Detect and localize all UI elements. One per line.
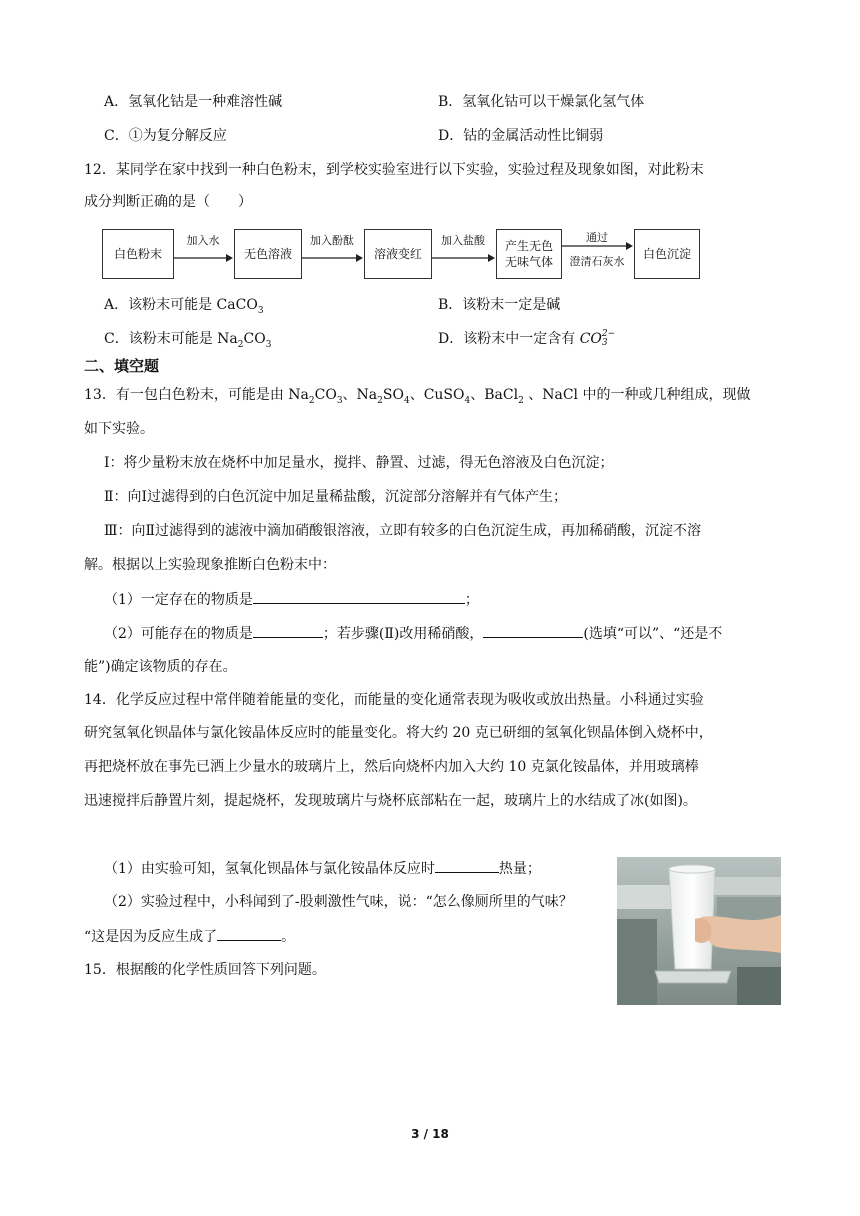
flow-box-gas-line2: 无味气体 xyxy=(504,255,553,269)
q12-option-d xyxy=(438,329,615,349)
subscript: 3 xyxy=(265,339,272,350)
q11-option-a: A．氢氧化钴是一种难溶性碱 xyxy=(104,94,283,110)
text: “这是因为反应生成了 xyxy=(84,929,218,945)
text: 热量； xyxy=(498,861,541,877)
subscript: 2 xyxy=(377,395,383,406)
text: CO xyxy=(314,387,337,403)
flow-arrow-label: 加入盐酸 xyxy=(441,234,485,247)
flow-box-gas-line1: 产生无色 xyxy=(504,239,553,253)
q14-part-2-cont xyxy=(84,926,295,947)
q14-part-2: （2）实验过程中，小科闻到了-股刺激性气味，说：“怎么像厕所里的气味？ xyxy=(104,894,573,910)
text: SO xyxy=(382,387,404,403)
q13-part-2-cont: 能”)确定该物质的存在。 xyxy=(84,659,237,675)
carbonate-ion: CO xyxy=(579,331,602,347)
flow-arrow-label: 加入水 xyxy=(186,234,220,247)
beaker-on-glass-image xyxy=(617,857,781,1005)
q12-option-c xyxy=(104,329,271,355)
subscript: 4 xyxy=(403,395,410,406)
q11-option-c: C．①为复分解反应 xyxy=(104,128,227,144)
ion-charge xyxy=(602,330,615,348)
beaker-photo xyxy=(617,857,781,1005)
flow-box-colorless-solution: 无色溶液 xyxy=(234,229,302,279)
arrow-right-icon xyxy=(430,253,496,263)
formula-part: CO xyxy=(243,331,266,347)
flow-box-solution-red: 溶液变红 xyxy=(364,229,432,279)
text: ； xyxy=(464,592,479,608)
flow-arrow-label: 加入酚酞 xyxy=(310,234,354,247)
answer-blank[interactable] xyxy=(217,926,281,941)
text: （1）由实验可知，氢氧化钡晶体与氯化铵晶体反应时 xyxy=(104,861,435,877)
q11-option-b: B．氢氧化钴可以干燥氯化氢气体 xyxy=(438,94,645,110)
q12-stem-line2: 成分判断正确的是（ ） xyxy=(84,194,252,210)
arrow-right-icon xyxy=(560,241,634,251)
q12-option-d-text: D．该粉末中一定含有 xyxy=(438,331,576,347)
page-number: 3 / 18 xyxy=(411,1127,449,1141)
flow-arrow-add-water xyxy=(172,235,234,259)
q12-stem-line1: 12．某同学在家中找到一种白色粉末，到学校实验室进行以下实验，实验过程及现象如图，对此粉末 xyxy=(84,162,704,178)
q13-step-3-cont: 解。根据以上实验现象推断白色粉末中： xyxy=(84,557,336,573)
subscript: 4 xyxy=(464,395,471,406)
q13-part-2 xyxy=(104,623,722,644)
q15-stem: 15．根据酸的化学性质回答下列问题。 xyxy=(84,962,326,978)
q12-option-b: B．该粉末一定是碱 xyxy=(438,297,561,313)
flow-arrow-add-hcl xyxy=(430,235,496,259)
text: ；若步骤(Ⅱ)改用稀硝酸， xyxy=(322,626,484,642)
q13-stem-line1 xyxy=(84,385,750,411)
flow-box-white-powder: 白色粉末 xyxy=(102,229,174,279)
subscript: 2 xyxy=(518,395,524,406)
arrow-right-icon xyxy=(172,253,234,263)
answer-blank[interactable] xyxy=(253,589,465,604)
q13-part-1 xyxy=(104,589,479,610)
q13-step-3: Ⅲ：向Ⅱ过滤得到的滤液中滴加硝酸银溶液，立即有较多的白色沉淀生成，再加稀硝酸，沉淀不溶 xyxy=(104,523,702,539)
q12-flow-diagram xyxy=(102,225,698,283)
text: 、CuSO xyxy=(409,387,465,403)
q13-stem-line2: 如下实验。 xyxy=(84,421,154,437)
text: （1）一定存在的物质是 xyxy=(104,592,253,608)
subscript: 3 xyxy=(336,395,343,406)
q13-step-1: Ⅰ：将少量粉末放在烧杯中加足量水，搅拌、静置、过滤，得无色溶液及白色沉淀； xyxy=(104,455,614,471)
subscript: 2 xyxy=(237,339,244,350)
flow-arrow-label-line1: 通过 xyxy=(586,231,608,244)
text: （2）可能存在的物质是 xyxy=(104,626,253,642)
q14-stem-line4: 迅速搅拌后静置片刻，提起烧杯，发现玻璃片与烧杯底部粘在一起，玻璃片上的水结成了冰(如图)。 xyxy=(84,793,697,809)
q13-step-2: Ⅱ：向Ⅰ过滤得到的白色沉淀中加足量稀盐酸，沉淀部分溶解并有气体产生； xyxy=(104,489,568,505)
text: 13．有一包白色粉末，可能是由 Na xyxy=(84,387,309,403)
flow-arrow-label-line2: 澄清石灰水 xyxy=(569,255,625,268)
flow-arrow-add-phenolphthalein xyxy=(300,235,364,259)
text: 、BaCl xyxy=(470,387,519,403)
text: (选填“可以”、“还是不 xyxy=(583,626,723,642)
flow-box-white-precipitate: 白色沉淀 xyxy=(634,229,700,279)
subscript: 3 xyxy=(257,305,264,316)
q14-stem-line1: 14．化学反应过程中常伴随着能量的变化，而能量的变化通常表现为吸收或放出热量。小科通过实验 xyxy=(84,692,704,708)
answer-blank[interactable] xyxy=(483,623,583,638)
q14-part-1 xyxy=(104,858,541,879)
q14-stem-line3: 再把烧杯放在事先已洒上少量水的玻璃片上，然后向烧杯内加入大约 10 克氯化铵晶体，并用玻璃棒 xyxy=(84,759,699,775)
text: 。 xyxy=(281,929,296,945)
arrow-right-icon xyxy=(300,253,364,263)
text: 、Na xyxy=(342,387,378,403)
q12-option-a-text: A．该粉末可能是 CaCO xyxy=(104,297,258,313)
section-title: 二、填空题 xyxy=(84,357,160,375)
q12-option-c-text: C．该粉末可能是 Na xyxy=(104,331,238,347)
superscript: 2− xyxy=(601,329,616,339)
q14-stem-line2: 研究氢氧化钡晶体与氯化铵晶体反应时的能量变化。将大约 20 克已研细的氢氧化钡晶体倒入烧杯中， xyxy=(84,725,713,741)
subscript: 2 xyxy=(308,395,315,406)
answer-blank[interactable] xyxy=(435,858,499,873)
text: 、NaCl 中的一种或几种组成，现做 xyxy=(523,387,751,403)
flow-box-gas xyxy=(496,229,562,279)
subscript: 3 xyxy=(601,338,608,348)
flow-arrow-limewater xyxy=(560,231,634,268)
q12-option-a xyxy=(104,295,264,321)
answer-blank[interactable] xyxy=(253,623,323,638)
q11-option-d: D．钴的金属活动性比铜弱 xyxy=(438,128,604,144)
